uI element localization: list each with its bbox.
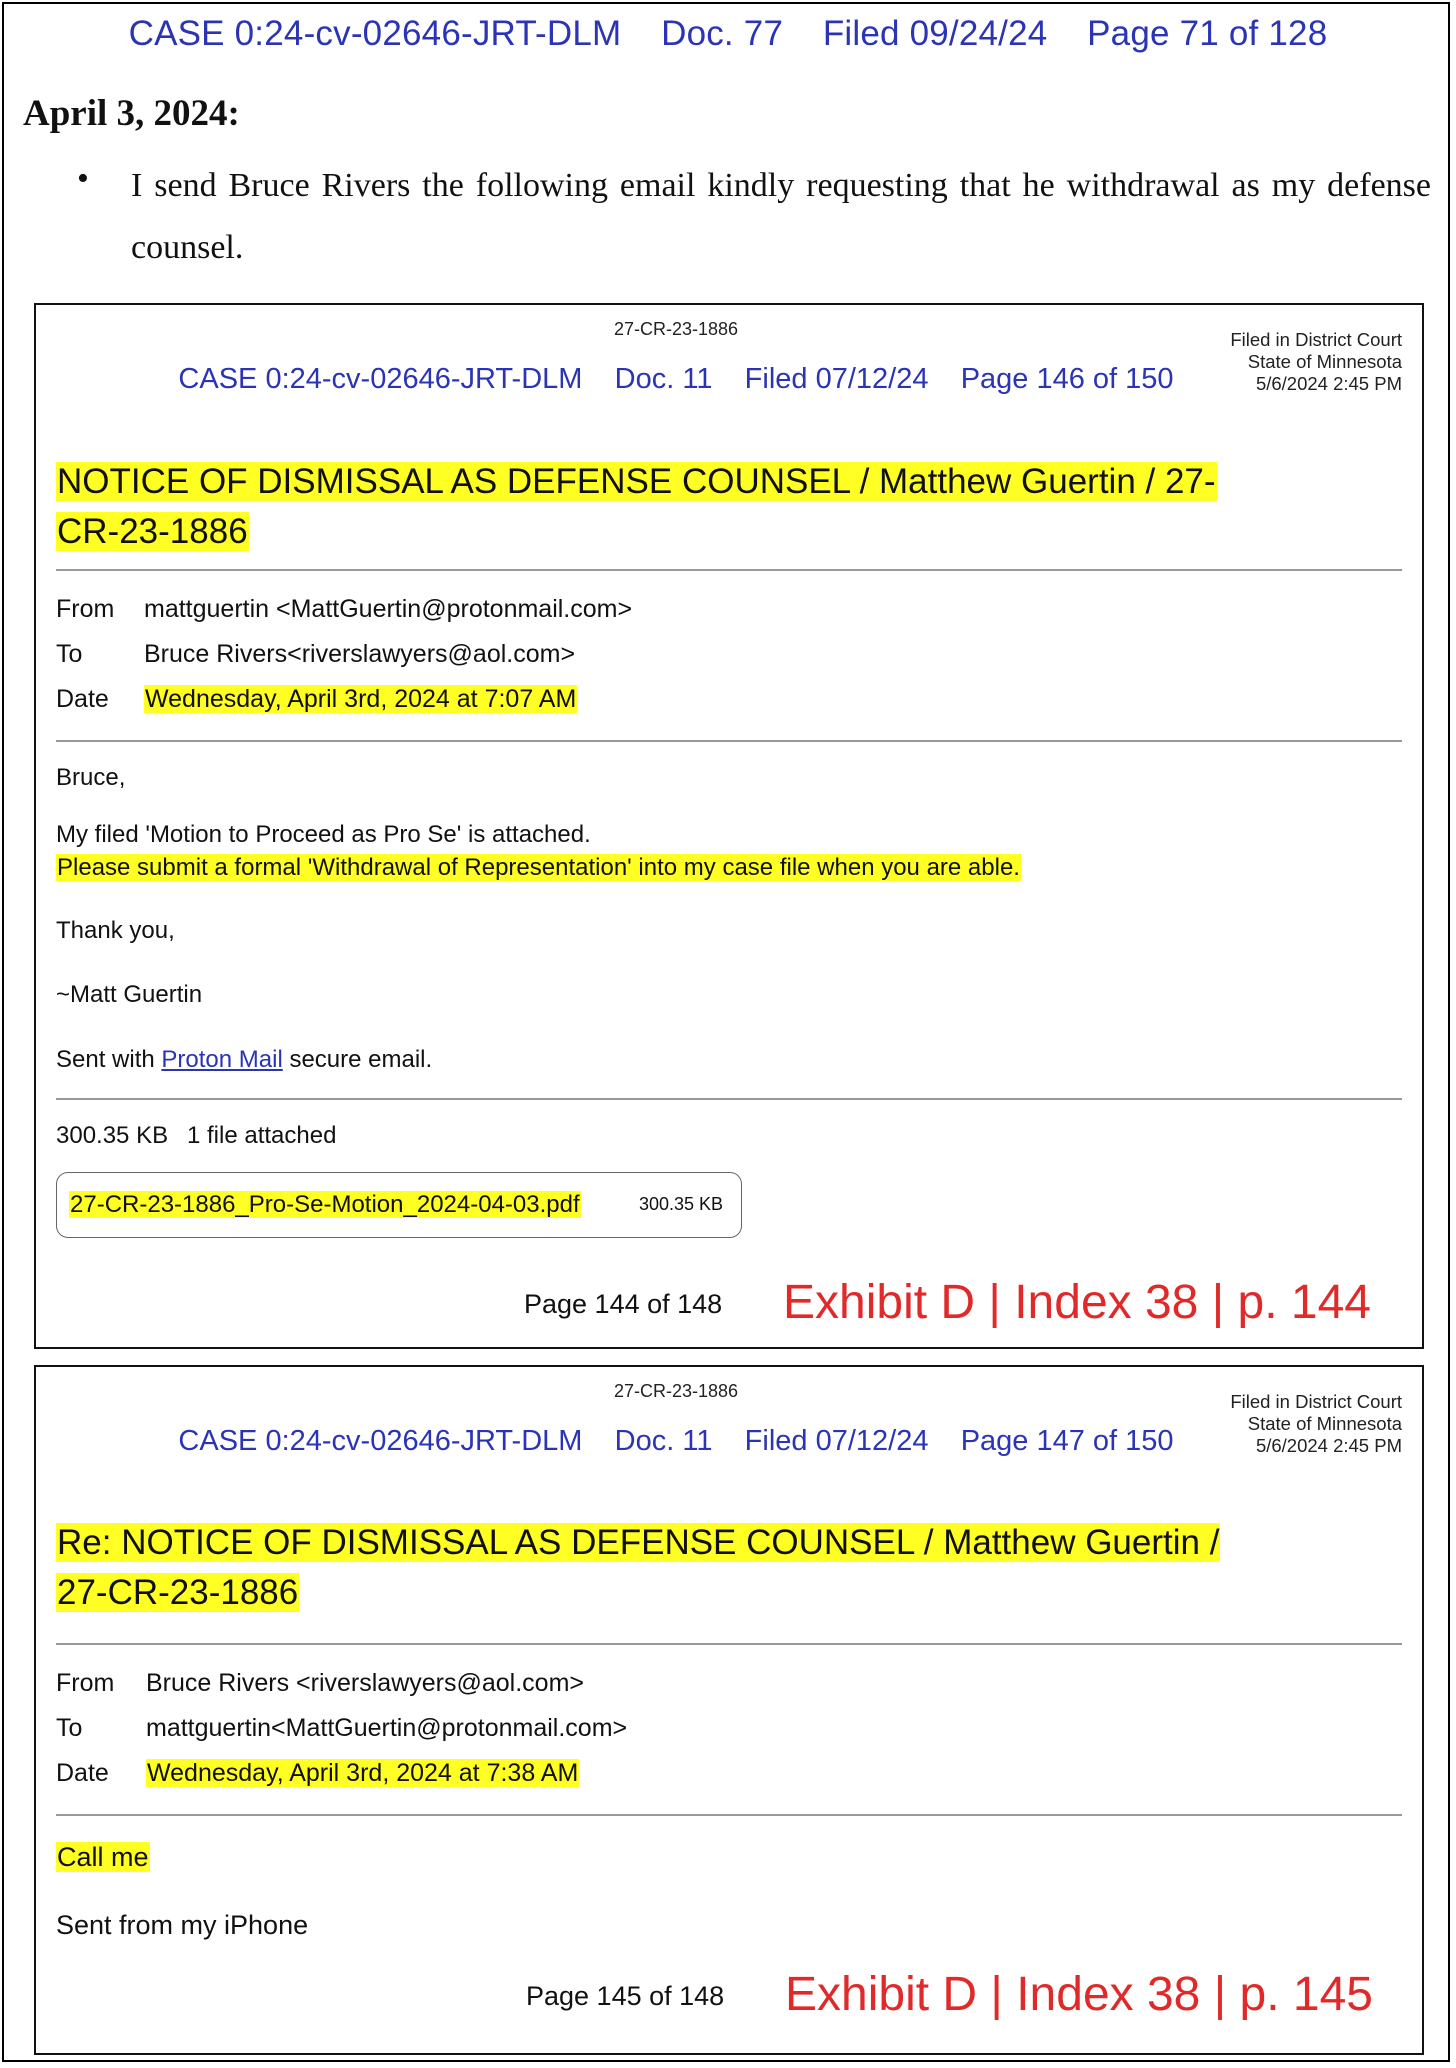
date-label: Date <box>56 685 109 713</box>
bullet-symbol: • <box>77 160 89 197</box>
sent-prefix: Sent with <box>56 1046 162 1073</box>
page-of-label: Page 144 of 148 <box>524 1289 723 1319</box>
divider <box>56 1643 1402 1645</box>
stamp-line: 5/6/2024 2:45 PM <box>1255 1435 1402 1456</box>
divider <box>56 1098 1402 1100</box>
exhibit-label: Exhibit D | Index 38 | p. 144 <box>783 1276 1371 1329</box>
from-value: mattguertin <MattGuertin@protonmail.com> <box>144 595 633 623</box>
exhibit-case-line: CASE 0:24-cv-02646-JRT-DLM Doc. 11 Filed 07/12/24 Page 146 of 150 <box>178 363 1174 395</box>
case-header: CASE 0:24-cv-02646-JRT-DLM Doc. 77 Filed 09/24/24 Page 71 of 128 <box>128 14 1328 53</box>
reply-body <box>56 1842 150 1873</box>
subject-line: CR-23-1886 <box>57 512 248 551</box>
attachment-size: 300.35 KB <box>639 1194 724 1214</box>
entry-bullet-text: I send Bruce Rivers the following email kindly requesting that he withdrawal as my defense counsel. <box>131 167 1431 266</box>
reply-body-text: Call me <box>57 1842 149 1872</box>
subject-line: NOTICE OF DISMISSAL AS DEFENSE COUNSEL / Matthew Guertin / 27- <box>57 462 1216 501</box>
exhibit-email-notice <box>34 303 1424 1349</box>
exhibit-label: Exhibit D | Index 38 | p. 145 <box>785 1968 1373 2021</box>
date-value-text: Wednesday, April 3rd, 2024 at 7:07 AM <box>145 685 577 713</box>
stamp-line: Filed in District Court <box>1230 329 1402 350</box>
from-label: From <box>56 595 115 623</box>
subject-line: 27-CR-23-1886 <box>57 1573 299 1612</box>
attachment-chip[interactable] <box>56 1172 742 1238</box>
divider <box>56 740 1402 742</box>
page-of-label: Page 145 of 148 <box>526 1981 725 2011</box>
exhibit-doc-number: 27-CR-23-1886 <box>613 319 739 339</box>
email-signature: ~Matt Guertin <box>56 981 203 1008</box>
reply-signature: Sent from my iPhone <box>56 1910 309 1940</box>
date-value <box>144 685 577 714</box>
to-value: Bruce Rivers<riverslawyers@aol.com> <box>144 640 576 668</box>
stamp-line: State of Minnesota <box>1247 351 1402 372</box>
to-value: mattguertin<MattGuertin@protonmail.com> <box>146 1714 628 1742</box>
sent-suffix: secure email. <box>282 1046 433 1073</box>
from-label: From <box>56 1669 115 1697</box>
email-body-line: My filed 'Motion to Proceed as Pro Se' is attached. <box>56 821 591 848</box>
exhibit-doc-number: 27-CR-23-1886 <box>613 1381 739 1401</box>
attachments-size: 300.35 KB <box>56 1122 169 1149</box>
attachments-count: 1 file attached <box>187 1122 337 1149</box>
from-value: Bruce Rivers <riverslawyers@aol.com> <box>146 1669 585 1697</box>
attachment-name <box>69 1191 581 1219</box>
to-label: To <box>56 640 83 668</box>
attachment-name-text: 27-CR-23-1886_Pro-Se-Motion_2024-04-03.pdf <box>70 1191 580 1218</box>
email-body-highlight-text: Please submit a formal 'Withdrawal of Representation' into my case file when you are able. <box>57 854 1020 881</box>
divider <box>56 1814 1402 1816</box>
sent-with-line <box>56 1046 432 1074</box>
date-value <box>146 1759 579 1788</box>
stamp-line: Filed in District Court <box>1230 1391 1402 1412</box>
email-closing: Thank you, <box>56 917 175 944</box>
subject-line: Re: NOTICE OF DISMISSAL AS DEFENSE COUNSEL / Matthew Guertin / <box>57 1523 1220 1562</box>
stamp-line: State of Minnesota <box>1247 1413 1402 1434</box>
email-subject <box>56 1518 1356 1618</box>
email-greeting: Bruce, <box>56 764 126 791</box>
date-label: Date <box>56 1759 109 1787</box>
entry-date-heading: April 3, 2024: <box>23 93 240 134</box>
proton-mail-link[interactable]: Proton Mail <box>161 1046 283 1073</box>
email-subject <box>56 457 1356 557</box>
exhibit-case-line: CASE 0:24-cv-02646-JRT-DLM Doc. 11 Filed 07/12/24 Page 147 of 150 <box>178 1425 1174 1457</box>
exhibit-email-reply <box>34 1365 1424 2055</box>
to-label: To <box>56 1714 83 1742</box>
divider <box>56 569 1402 571</box>
stamp-line: 5/6/2024 2:45 PM <box>1255 373 1402 394</box>
email-body-highlight <box>56 854 1021 882</box>
date-value-text: Wednesday, April 3rd, 2024 at 7:38 AM <box>147 1759 579 1787</box>
